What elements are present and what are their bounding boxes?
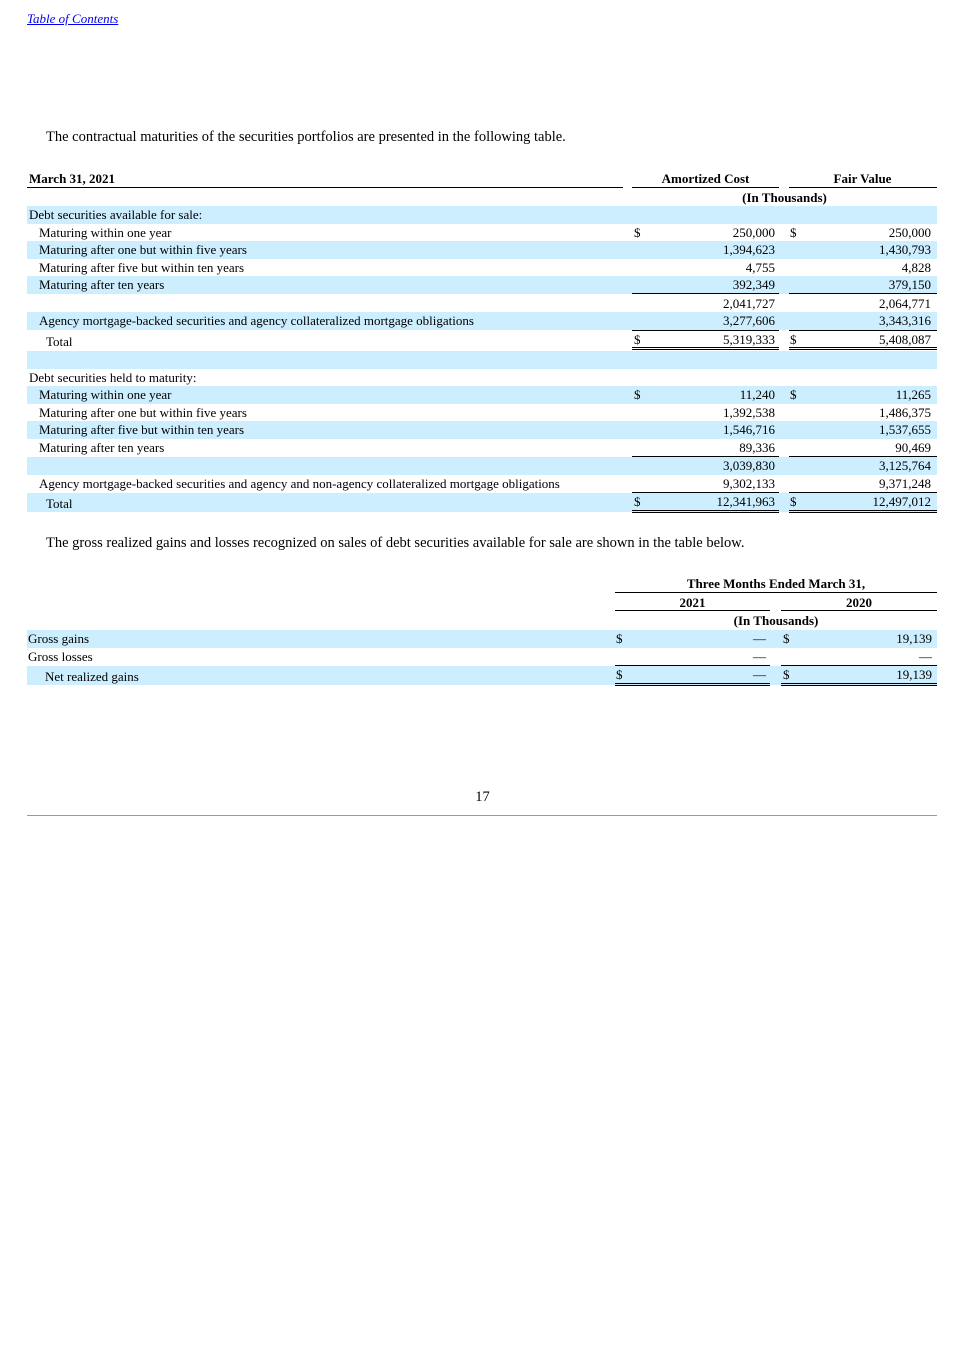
fair-value-header: Fair Value — [833, 171, 892, 186]
page-number: 17 — [475, 789, 490, 805]
amortized-cost-value: 1,392,538 — [723, 404, 775, 420]
table-row — [27, 648, 937, 666]
dollar-sign: $ — [634, 224, 641, 240]
value-2020: 19,139 — [896, 667, 932, 682]
dollar-sign: $ — [790, 387, 797, 402]
table-row — [27, 630, 937, 648]
amortized-cost-value: 11,240 — [739, 387, 775, 402]
subtotal-rule — [632, 456, 779, 457]
row-label: Maturing after five but within ten years — [39, 422, 245, 437]
fair-value-total: 5,408,087 — [879, 332, 931, 347]
total-double-rule — [789, 510, 937, 513]
dollar-sign: $ — [616, 631, 623, 646]
value-2021: — — [753, 631, 766, 646]
total-double-rule — [632, 510, 779, 513]
table-row — [27, 259, 937, 277]
row-label: Maturing after one but within five years — [39, 242, 247, 257]
units-label: (In Thousands) — [742, 190, 827, 205]
header-rule — [27, 187, 623, 188]
amortized-cost-value: 392,349 — [732, 277, 775, 292]
section-header-row — [27, 369, 937, 387]
row-label: Maturing after ten years — [39, 277, 165, 292]
row-label: Agency mortgage-backed securities and agency and non-agency collateralized mortgage obligations — [39, 475, 560, 491]
header-rule — [632, 187, 779, 188]
year-2021-header: 2021 — [679, 595, 706, 610]
fair-value-value: 1,537,655 — [879, 422, 931, 437]
total-double-rule — [632, 347, 779, 350]
fair-value-value: 379,150 — [888, 277, 931, 292]
fair-value-subtotal: 3,125,764 — [879, 458, 931, 473]
amortized-cost-value: 9,302,133 — [723, 475, 775, 491]
row-label: Total — [46, 496, 73, 511]
dollar-sign: $ — [790, 332, 797, 347]
table-row — [27, 224, 937, 242]
total-double-rule — [781, 683, 937, 686]
row-label: Agency mortgage-backed securities and agency collateralized mortgage obligations — [39, 313, 474, 328]
section-header-row — [27, 206, 937, 224]
fair-value-value: 9,371,248 — [879, 475, 931, 491]
subtotal-row — [27, 457, 937, 475]
total-double-rule — [789, 347, 937, 350]
amortized-cost-subtotal: 3,039,830 — [723, 458, 775, 473]
amortized-cost-header: Amortized Cost — [661, 171, 750, 186]
dollar-sign: $ — [783, 631, 790, 646]
subtotal-rule — [789, 456, 937, 457]
period-header: Three Months Ended March 31, — [686, 576, 866, 591]
fair-value-value: 1,430,793 — [879, 242, 931, 257]
table-row — [27, 439, 937, 457]
row-label: Maturing within one year — [39, 224, 172, 240]
table-row — [27, 386, 937, 404]
section-label: Debt securities available for sale: — [29, 207, 203, 222]
value-2021: — — [753, 667, 766, 682]
table-row — [27, 241, 937, 259]
fair-value-value: 1,486,375 — [879, 404, 931, 420]
dollar-sign: $ — [783, 667, 790, 682]
row-label: Total — [46, 334, 73, 349]
section-label: Debt securities held to maturity: — [29, 369, 197, 385]
dollar-sign: $ — [790, 494, 797, 509]
units-label: (In Thousands) — [733, 613, 819, 628]
table-row — [27, 475, 937, 493]
table-row — [27, 421, 937, 439]
amortized-cost-total: 5,319,333 — [723, 332, 775, 347]
amortized-cost-value: 3,277,606 — [723, 313, 775, 328]
amortized-cost-total: 12,341,963 — [716, 494, 775, 509]
amortized-cost-value: 1,546,716 — [723, 422, 775, 437]
fair-value-value: 90,469 — [895, 439, 931, 455]
value-2020: 19,139 — [896, 631, 932, 646]
header-rule — [615, 610, 770, 611]
value-2021: — — [753, 648, 766, 664]
row-label: Maturing after five but within ten years — [39, 259, 245, 275]
row-label: Gross gains — [28, 631, 90, 646]
total-double-rule — [615, 683, 770, 686]
header-rule — [789, 187, 937, 188]
row-label: Maturing within one year — [39, 387, 172, 402]
fair-value-value: 11,265 — [895, 387, 931, 402]
intro-paragraph: The contractual maturities of the securities portfolios are presented in the following table. — [46, 129, 566, 145]
dollar-sign: $ — [790, 224, 797, 240]
row-label: Maturing after ten years — [39, 439, 165, 455]
amortized-cost-value: 1,394,623 — [723, 242, 775, 257]
total-row — [27, 331, 937, 349]
header-rule — [781, 610, 937, 611]
total-rule — [789, 492, 937, 493]
fair-value-subtotal: 2,064,771 — [879, 295, 931, 311]
amortized-cost-value: 89,336 — [739, 439, 775, 455]
total-rule — [632, 492, 779, 493]
fair-value-value: 3,343,316 — [879, 313, 931, 328]
amortized-cost-subtotal: 2,041,727 — [723, 295, 775, 311]
table-row — [27, 404, 937, 422]
gains-paragraph: The gross realized gains and losses recognized on sales of debt securities available for sale are shown in the table below. — [46, 535, 745, 551]
amortized-cost-value: 250,000 — [732, 224, 775, 240]
footer-rule — [27, 815, 937, 816]
fair-value-total: 12,497,012 — [872, 494, 931, 509]
row-label: Net realized gains — [45, 669, 139, 684]
header-rule — [615, 592, 937, 593]
spacer-row — [27, 351, 937, 369]
row-label: Maturing after one but within five years — [39, 404, 247, 420]
dollar-sign: $ — [616, 667, 623, 682]
value-2020: — — [919, 648, 932, 664]
table-row — [27, 276, 937, 294]
date-header: March 31, 2021 — [29, 171, 116, 186]
subtotal-row — [27, 295, 937, 313]
row-label: Gross losses — [28, 648, 93, 664]
dollar-sign: $ — [634, 494, 641, 509]
amortized-cost-value: 4,755 — [745, 259, 775, 275]
fair-value-value: 250,000 — [888, 224, 931, 240]
dollar-sign: $ — [634, 387, 641, 402]
dollar-sign: $ — [634, 332, 641, 347]
year-2020-header: 2020 — [846, 595, 872, 610]
table-row — [27, 312, 937, 330]
fair-value-value: 4,828 — [901, 259, 931, 275]
table-of-contents-link[interactable]: Table of Contents — [27, 11, 119, 26]
